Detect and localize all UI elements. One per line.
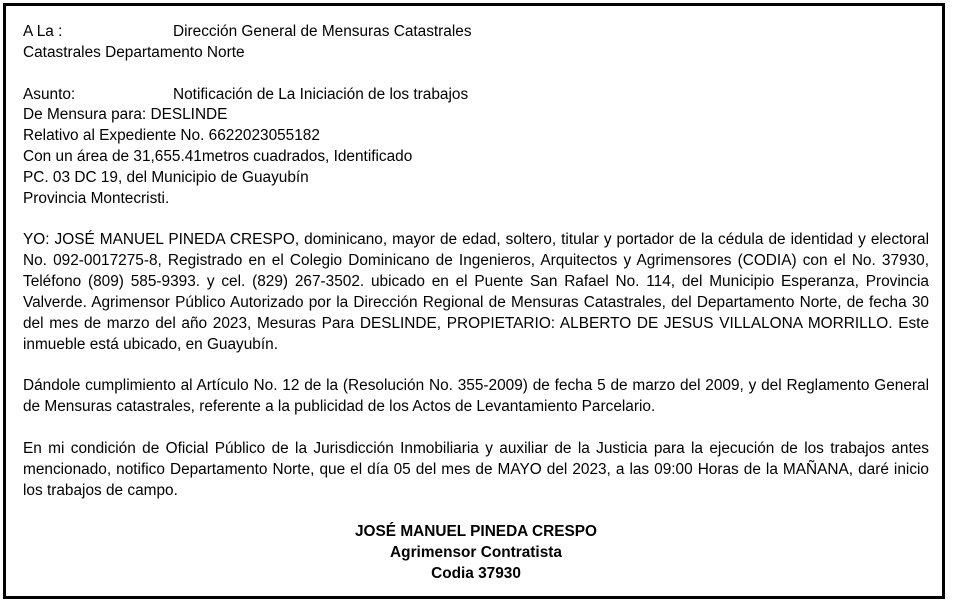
notice-content (23, 22, 929, 585)
notification-paragraph: En mi condición de Oficial Público de la Jurisdicción Inmobiliaria y auxiliar de la Justicia para la ejecución de los trabajos antes mencionado, notifico Departamento Norte, que el día 05 del mes de MAYO del 2023, a las 09:00 Horas de la MAÑANA, daré inicio los trabajos de campo. (23, 439, 929, 499)
subject-label: Asunto: (23, 85, 76, 103)
signatory-registration: Codia 37930 (431, 564, 521, 582)
recipient-value: Dirección General de Mensuras Catastrales (173, 23, 472, 40)
recipient-continuation: Catastrales Departamento Norte (23, 43, 245, 61)
subject-line (23, 85, 929, 106)
spacer (23, 64, 929, 85)
signature-block (23, 522, 929, 585)
subject-detail-line: Relativo al Expediente No. 6622023055182 (23, 127, 320, 145)
legal-basis-paragraph: Dándole cumplimiento al Artículo No. 12 de la (Resolución No. 355-2009) de fecha 5 de marzo del 2009, y del Reglamento General de Mensuras catastrales, referente a la publicidad de los Actos de Levantamiento Parcelario. (23, 377, 929, 416)
spacer (23, 418, 929, 439)
subject-detail-line: PC. 03 DC 19, del Municipio de Guayubín (23, 168, 309, 186)
subject-detail-line: Provincia Montecristi. (23, 189, 170, 207)
subject-value: Notificación de La Iniciación de los trabajos (173, 85, 469, 103)
survey-notice (3, 3, 945, 599)
surveyor-statement-paragraph: YO: JOSÉ MANUEL PINEDA CRESPO, dominicano, mayor de edad, soltero, titular y portador de la cédula de identidad y electoral No. 092-0017275-8, Registrado en el Colegio Dominicano de Ingenieros, Arquitectos y Agrimensores (CODIA) con el No. 37930, Teléfono (809) 585-9393. y cel. (829) 267-3502. ubicado en el Puente San Rafael No. 114, del Municipio Esperanza, Provincia Valverde. Agrimensor Público Autorizado por la Dirección Regional de Mensuras Catastrales, del Departamento Norte, de fecha 30 del mes de marzo del año 2023, Mesuras Para DESLINDE, PROPIETARIO: ALBERTO DE JESUS VILLALONA MORRILLO. Este inmueble está ubicado, en Guayubín. (23, 231, 929, 353)
subject-detail-line: De Mensura para: DESLINDE (23, 106, 228, 124)
recipient-label: A La : (23, 23, 63, 40)
subject-detail-line: Con un área de 31,655.41metros cuadrados, Identificado (23, 148, 413, 166)
spacer (23, 210, 929, 231)
signatory-title: Agrimensor Contratista (390, 544, 562, 562)
signatory-name: JOSÉ MANUEL PINEDA CRESPO (354, 523, 598, 541)
recipient-line (23, 22, 929, 43)
spacer (23, 501, 929, 522)
spacer (23, 356, 929, 377)
